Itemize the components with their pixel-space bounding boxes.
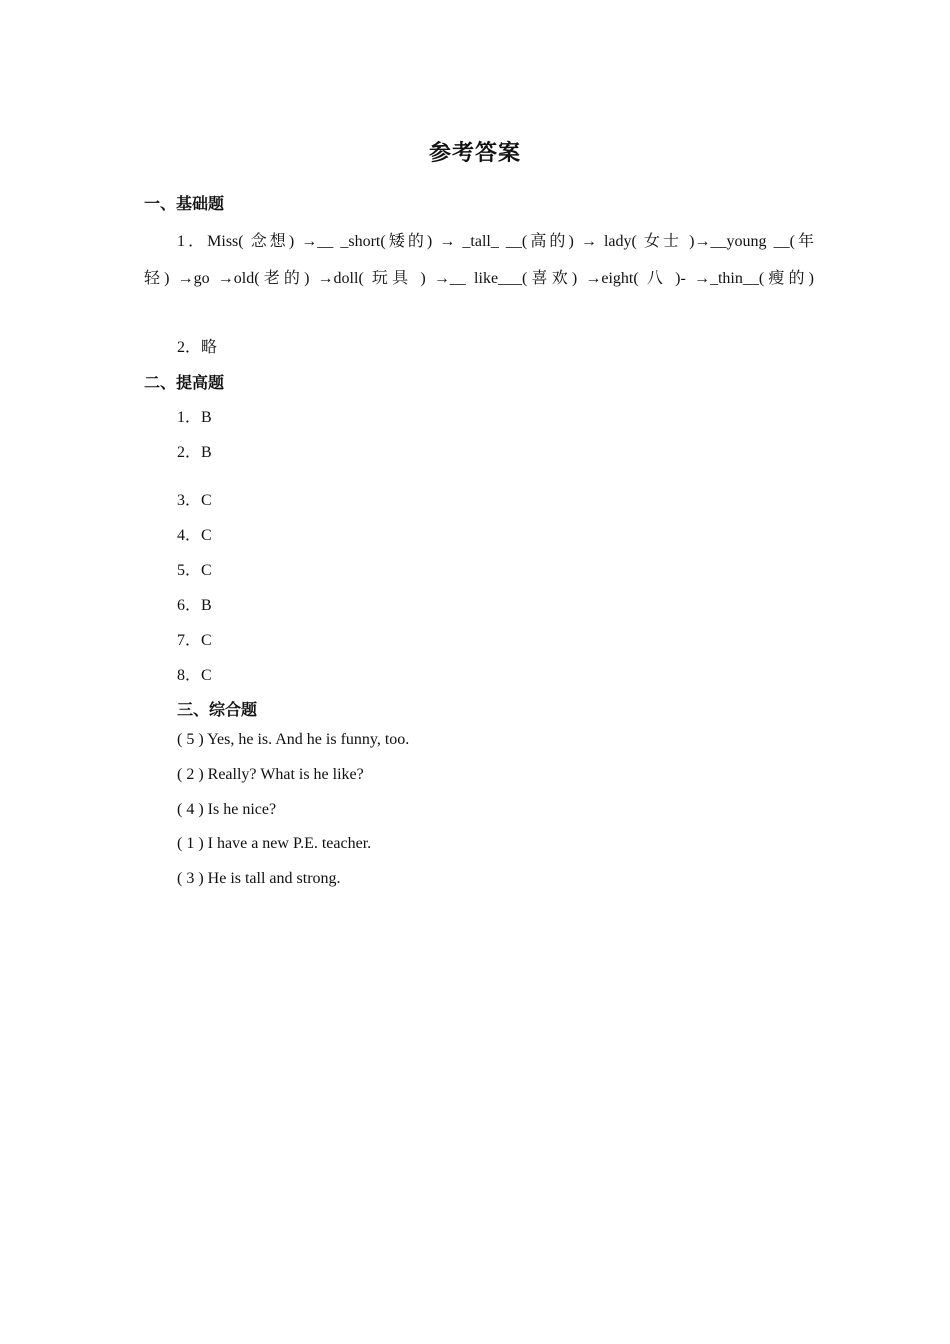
page-title: 参考答案 [428, 140, 521, 165]
section-basic-heading: 一、基础题 [144, 196, 225, 213]
advanced-answer-6: 6．B [177, 597, 212, 614]
advanced-answer-1: 1．B [177, 409, 212, 426]
dialogue-line-5: ( 3 ) He is tall and strong. [177, 870, 341, 887]
section-comprehensive-heading: 三、综合题 [177, 702, 258, 719]
advanced-answer-5: 5．C [177, 562, 212, 579]
question-2-answer: 2．略 [177, 339, 218, 356]
dialogue-line-3: ( 4 ) Is he nice? [177, 801, 277, 818]
question-1-line-1: 1．Miss( 念想) →__ _short(矮的) → _tall_ __(高的) → lady( 女士 )→__young __(年 [177, 233, 814, 250]
dialogue-line-2: ( 2 ) Really? What is he like? [177, 766, 364, 783]
advanced-answer-7: 7．C [177, 632, 212, 649]
advanced-answer-8: 8．C [177, 667, 212, 684]
advanced-answer-2: 2．B [177, 444, 212, 461]
dialogue-line-1: ( 5 ) Yes, he is. And he is funny, too. [177, 731, 410, 748]
question-1-answer [144, 223, 814, 297]
advanced-answer-4: 4．C [177, 527, 212, 544]
advanced-answer-3: 3．C [177, 492, 212, 509]
section-advanced-heading: 二、提高题 [144, 375, 225, 392]
question-1-line-2: 轻) →go →old(老的) →doll( 玩具 ) →__ like___(喜欢) →eight( 八 )- →_thin__(瘦的) [144, 270, 814, 287]
dialogue-line-4: ( 1 ) I have a new P.E. teacher. [177, 835, 372, 852]
